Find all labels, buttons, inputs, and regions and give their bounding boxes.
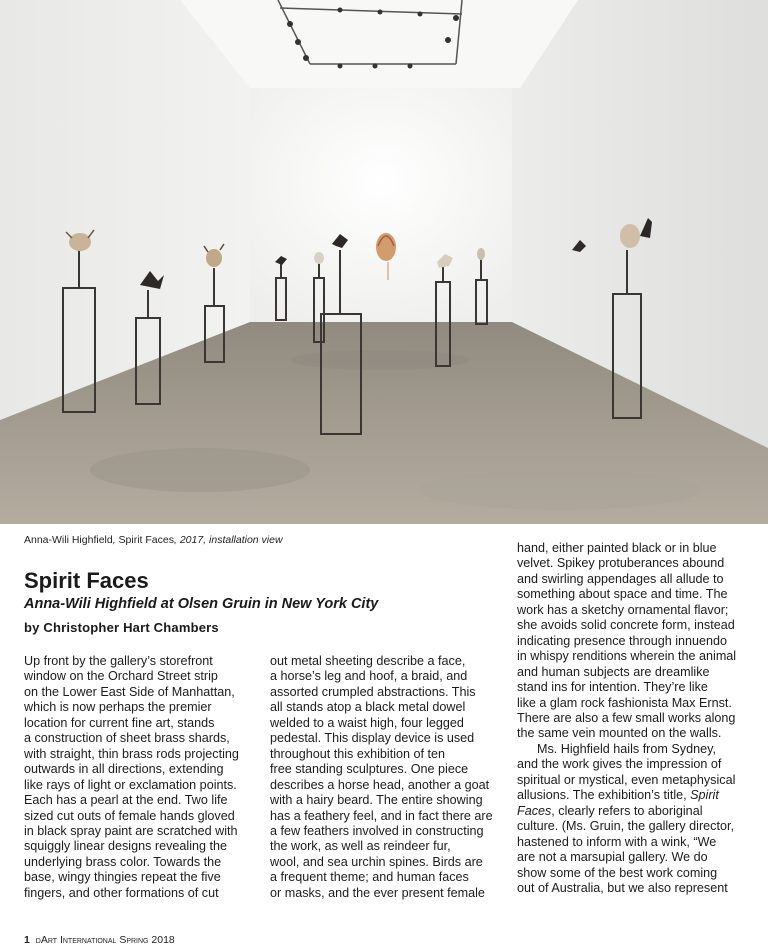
text-line: are not a marsupial gallery. We do [517,850,708,865]
text-line: work has a sketchy ornamental flavor; [517,602,729,617]
text-line: in black spray paint are scratched with [24,823,238,838]
text-line: she avoids solid concrete form, instead [517,618,735,633]
text-line: Up front by the gallery’s storefront [24,654,213,668]
body-column-3 [517,541,736,896]
caption-tail: 2017, installation view [179,534,283,546]
text-line: and human subjects are dreamlike [517,664,710,679]
text-line: underlying brass color. Towards the [24,854,222,869]
text-line: Each has a pearl at the end. Two life [24,793,228,808]
text-line: or masks, and the ever present female [270,885,485,900]
text-line: out metal sheeting describe a face, [270,654,466,668]
text-line: fingers, and other formations of cut [24,885,219,900]
text-line: free standing sculptures. One piece [270,762,469,777]
article-subtitle: Anna-Wili Highfield at Olsen Gruin in New York City [24,596,379,612]
text-line: a few feathers involved in constructing [270,823,484,838]
text-line: the same vein mounted on the walls. [517,726,722,741]
caption-artist: Anna-Wili Highfield [24,534,113,546]
title-italic: Spirit [690,788,719,803]
text-line: all stands atop a black metal dowel [270,700,466,715]
text-line: wool, and sea urchin spines. Birds are [270,854,483,869]
text-line [517,804,736,819]
text-line: show some of the best work coming [517,865,718,880]
text-line: stand ins for intention. They’re like [517,680,708,695]
text-line: with straight, thin brass rods projecting [24,746,239,761]
page-footer [24,934,175,946]
body-column-2 [270,654,493,901]
text-line: window on the Orchard Street strip [24,669,218,684]
text-line: out of Australia, but we also represent [517,880,728,895]
issue-date: Spring 2018 [119,934,175,946]
text-line: like a glam rock fashionista Max Ernst. [517,695,732,710]
text-line: hastened to inform with a wink, “We [517,834,717,849]
text-line: base, wingy thingies repeat the five [24,870,221,885]
text-line: squiggly linear designs revealing the [24,839,228,854]
title-italic: Faces [517,803,552,818]
text-segment: , clearly refers to aboriginal [551,803,703,818]
text-line: has a feathery feel, and in fact there are [270,808,493,823]
text-line [517,788,736,803]
text-line: throughout this exhibition of ten [270,746,446,761]
page-number: 1 [24,934,30,946]
text-line: spiritual or mystical, even metaphysical [517,772,736,787]
article-title: Spirit Faces [24,568,149,593]
text-line: velvet. Spikey protuberances abound [517,556,725,571]
text-segment: allusions. The exhibition’s title, [517,788,691,803]
text-line: like rays of light or exclamation points. [24,777,237,792]
text-line: location for current fine art, stands [24,715,215,730]
caption-work: Spirit Faces [118,534,174,546]
text-line: in whispy renditions wherein the animal [517,649,737,664]
article-byline: by Christopher Hart Chambers [24,620,219,635]
text-line: on the Lower East Side of Manhattan, [24,684,235,699]
text-line: a construction of sheet brass shards, [24,731,230,746]
text-line: a horse’s leg and hoof, a braid, and [270,669,468,684]
text-line: the work, as well as reindeer fur, [270,839,451,854]
text-line: and the work gives the impression of [517,757,722,772]
body-column-1 [24,654,239,901]
text-line: Ms. Highfield hails from Sydney, [537,741,716,756]
text-line: something about space and time. The [517,587,728,602]
text-line: outwards in all directions, extending [24,762,224,777]
text-line: assorted crumpled abstractions. This [270,684,476,699]
text-line: which is now perhaps the premier [24,700,212,715]
text-line: describes a horse head, another a goat [270,777,490,792]
text-line: welded to a waist high, four legged [270,715,464,730]
text-line: There are also a few small works along [517,710,736,725]
text-line: with a hairy beard. The entire showing [270,793,483,808]
publication-name: dArt International [35,934,117,946]
text-line: pedestal. This display device is used [270,731,475,746]
photo-caption: Anna-Wili Highfield, Spirit Faces, 2017, installation view [24,534,283,546]
text-line: indicating presence through innuendo [517,633,728,648]
text-line: hand, either painted black or in blue [517,541,717,555]
text-line: sized cut outs of female hands gloved [24,808,235,823]
text-line: culture. (Ms. Gruin, the gallery director, [517,819,734,834]
text-line: a frequent theme; and human faces [270,870,469,885]
text-line: and swirling appendages all allude to [517,571,724,586]
